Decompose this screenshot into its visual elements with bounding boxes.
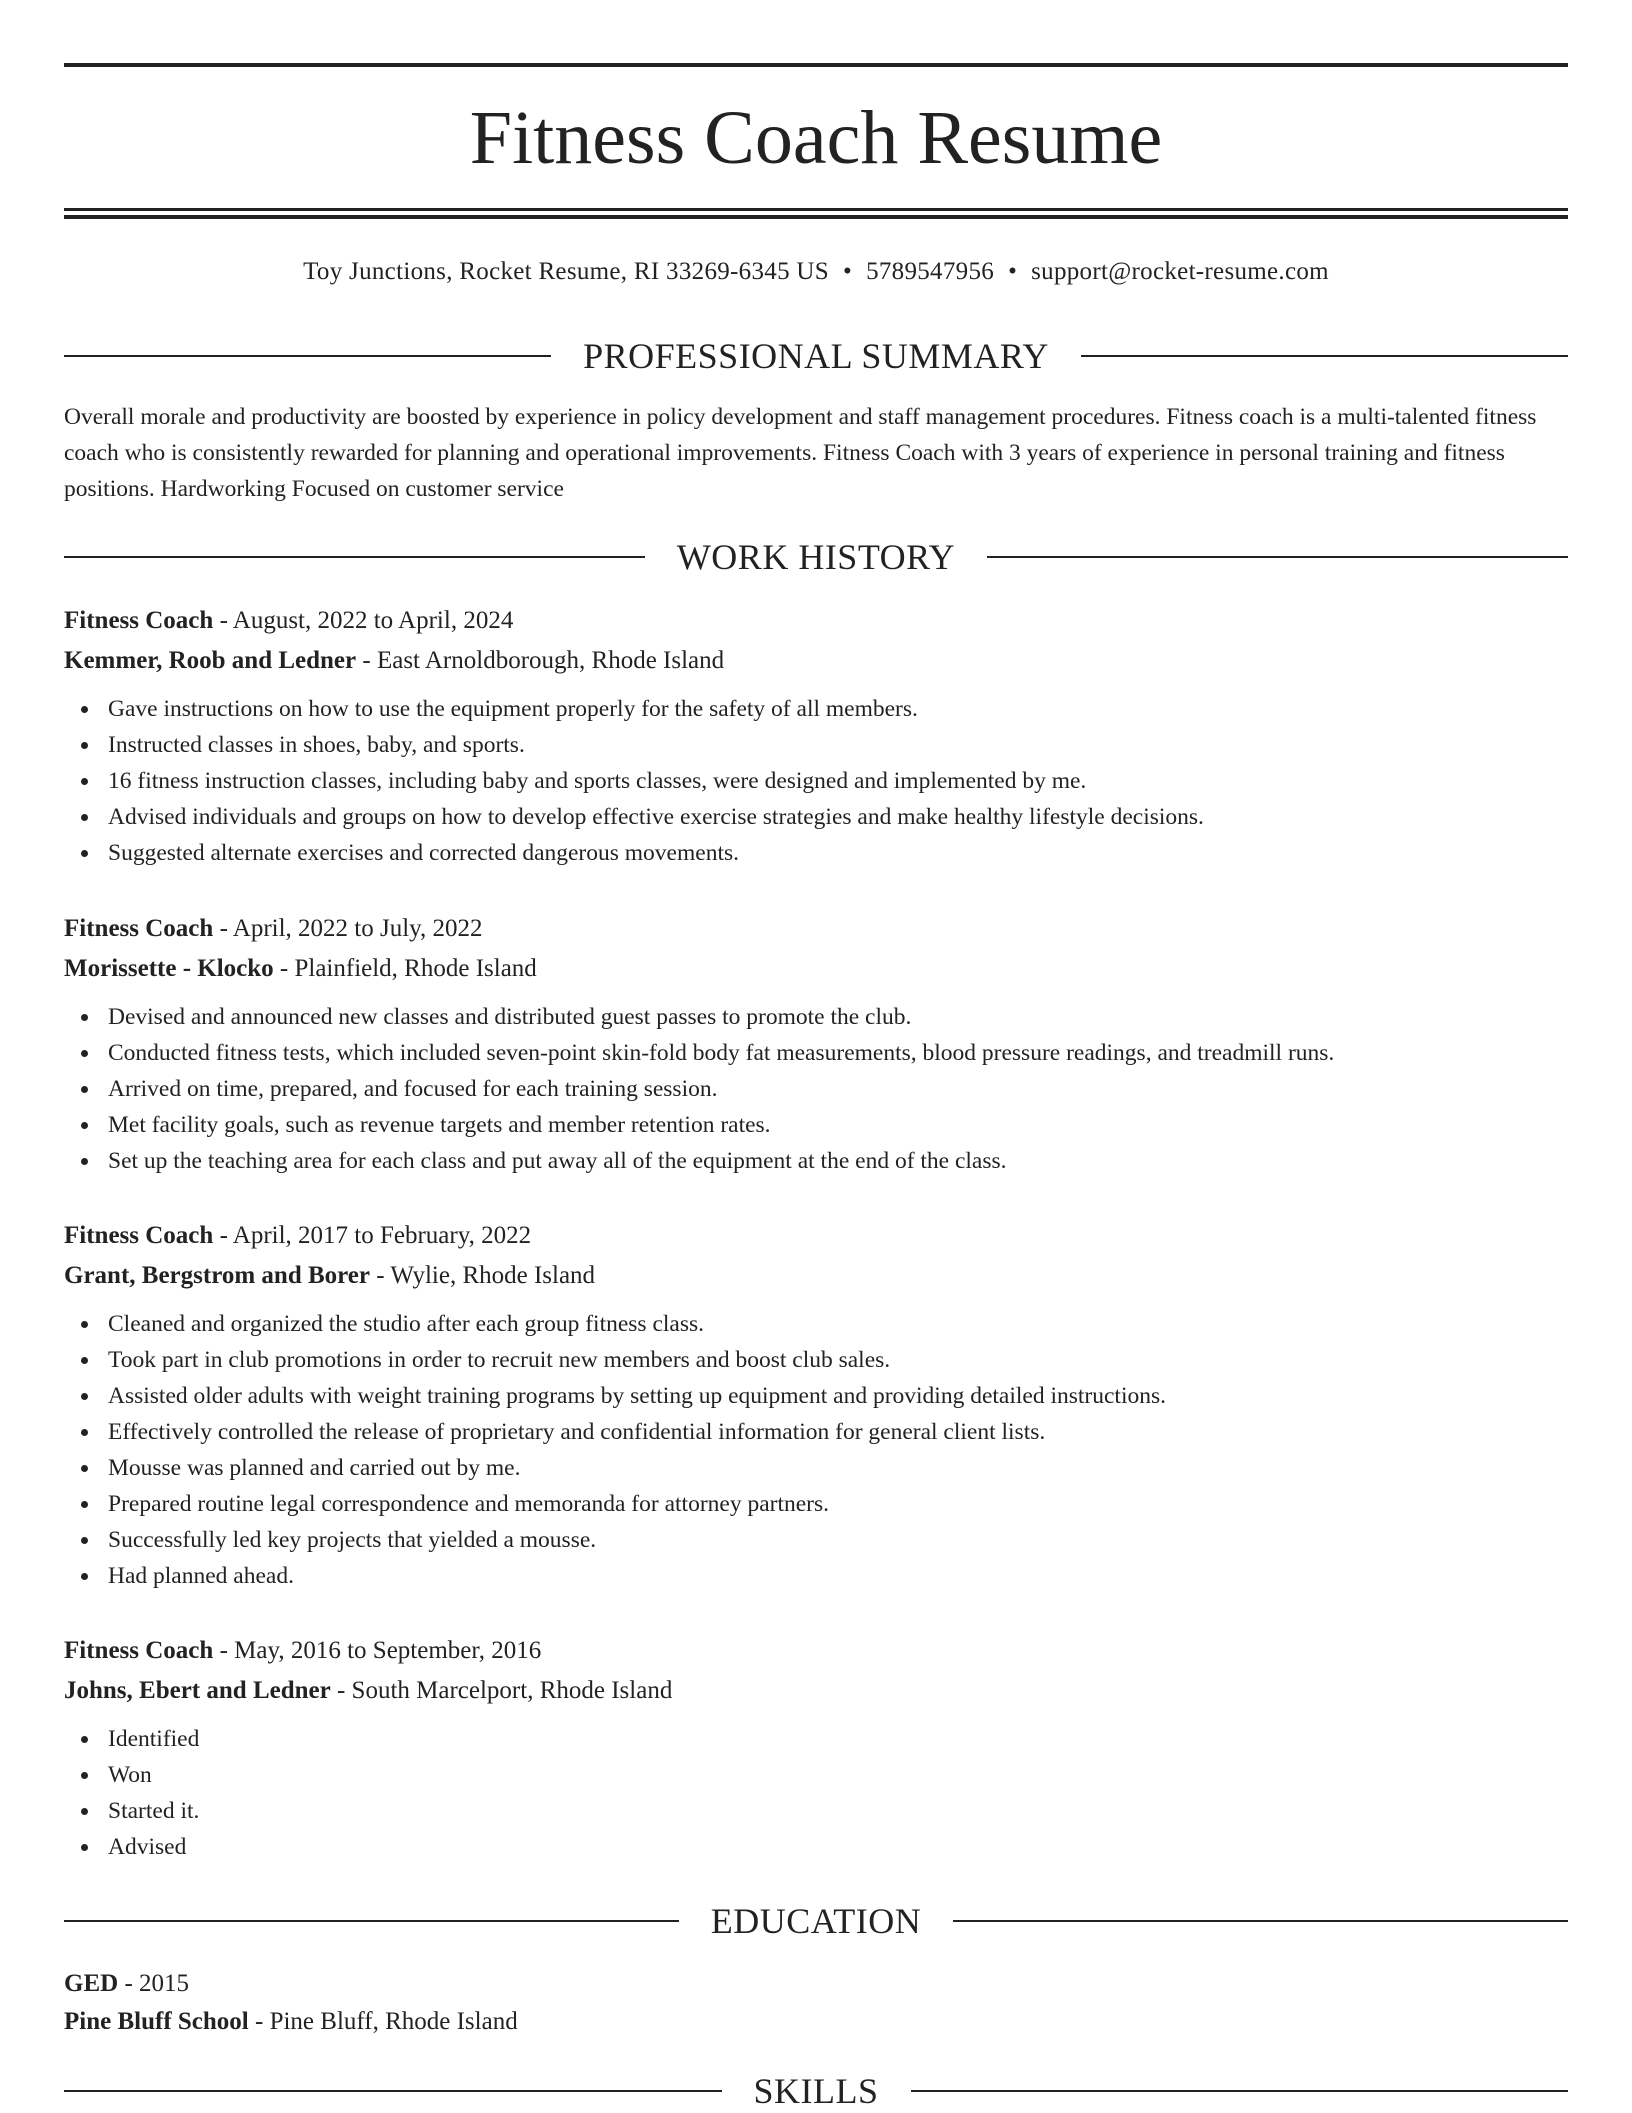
divider [1081, 355, 1568, 357]
job-bullets [64, 1306, 1568, 1594]
job-title: Fitness Coach [64, 1637, 214, 1664]
job-company: Kemmer, Roob and Ledner [64, 647, 357, 674]
contact-separator: • [843, 258, 853, 285]
job-entry [64, 601, 1568, 871]
education-school-line [64, 2003, 1568, 2041]
job-company-line [64, 949, 1568, 989]
divider [64, 556, 645, 558]
job-company-line [64, 641, 1568, 681]
resume-title: Fitness Coach Resume [469, 96, 1163, 180]
section-title-skills: SKILLS [753, 2071, 879, 2111]
job-title-line [64, 601, 1568, 641]
contact-email: support@rocket-resume.com [1031, 258, 1329, 285]
job-bullet: Suggested alternate exercises and corrected dangerous movements. [108, 835, 1568, 871]
education-school: Pine Bluff School [64, 2008, 249, 2035]
job-entry [64, 909, 1568, 1179]
job-company: Johns, Ebert and Ledner [64, 1677, 331, 1704]
title-rule-upper [64, 208, 1568, 211]
section-header-summary [64, 334, 1568, 378]
section-title-education: EDUCATION [710, 1901, 922, 1941]
job-bullets [64, 1721, 1568, 1865]
job-bullet: Won [108, 1757, 1568, 1793]
job-company-line [64, 1671, 1568, 1711]
title-rule-lower [64, 215, 1568, 219]
education-entry [64, 1965, 1568, 2041]
job-bullet: Set up the teaching area for each class and put away all of the equipment at the end of the class. [108, 1143, 1568, 1179]
job-bullet: Identified [108, 1721, 1568, 1757]
job-dates: - April, 2022 to July, 2022 [213, 915, 483, 942]
job-location: - Plainfield, Rhode Island [273, 955, 537, 982]
job-dates: - August, 2022 to April, 2024 [213, 607, 514, 634]
job-bullet: Conducted fitness tests, which included seven-point skin-fold body fat measurements, blood pressure readings, and treadmill runs. [108, 1035, 1568, 1071]
job-bullet: Successfully led key projects that yielded a mousse. [108, 1522, 1568, 1558]
divider [953, 1920, 1568, 1922]
job-title: Fitness Coach [64, 1222, 214, 1249]
contact-line [64, 254, 1568, 290]
job-entry [64, 1216, 1568, 1594]
job-title-line [64, 1631, 1568, 1671]
divider [987, 556, 1568, 558]
divider [911, 2090, 1569, 2092]
contact-separator: • [1008, 258, 1018, 285]
education-year: - 2015 [118, 1970, 190, 1997]
job-bullet: Advised individuals and groups on how to develop effective exercise strategies and make healthy lifestyle decisions. [108, 799, 1568, 835]
section-title-work: WORK HISTORY [676, 537, 956, 577]
job-bullet: Met facility goals, such as revenue targets and member retention rates. [108, 1107, 1568, 1143]
job-bullets [64, 691, 1568, 871]
divider [64, 2090, 722, 2092]
job-title-line [64, 1216, 1568, 1256]
job-title-line [64, 909, 1568, 949]
section-header-skills [64, 2069, 1568, 2113]
job-location: - East Arnoldborough, Rhode Island [356, 647, 725, 674]
job-bullet: Started it. [108, 1793, 1568, 1829]
contact-address: Toy Junctions, Rocket Resume, RI 33269-6345 US [303, 258, 829, 285]
job-entry [64, 1631, 1568, 1865]
job-bullet: Mousse was planned and carried out by me. [108, 1450, 1568, 1486]
job-bullet: Instructed classes in shoes, baby, and sports. [108, 727, 1568, 763]
job-bullet: Devised and announced new classes and distributed guest passes to promote the club. [108, 999, 1568, 1035]
job-title: Fitness Coach [64, 915, 214, 942]
education-location: - Pine Bluff, Rhode Island [248, 2008, 518, 2035]
job-company-line [64, 1256, 1568, 1296]
job-dates: - April, 2017 to February, 2022 [213, 1222, 532, 1249]
job-bullets [64, 999, 1568, 1179]
job-company: Grant, Bergstrom and Borer [64, 1262, 370, 1289]
job-bullet: Gave instructions on how to use the equipment properly for the safety of all members. [108, 691, 1568, 727]
section-title-summary: PROFESSIONAL SUMMARY [583, 336, 1049, 376]
section-header-education [64, 1899, 1568, 1943]
job-bullet: Advised [108, 1829, 1568, 1865]
education-degree: GED [64, 1970, 119, 1997]
divider [64, 1920, 679, 1922]
job-location: - Wylie, Rhode Island [369, 1262, 596, 1289]
job-bullet: Arrived on time, prepared, and focused for each training session. [108, 1071, 1568, 1107]
job-company: Morissette - Klocko [64, 955, 274, 982]
top-rule [64, 63, 1568, 67]
job-bullet: Took part in club promotions in order to recruit new members and boost club sales. [108, 1342, 1568, 1378]
education-degree-line [64, 1965, 1568, 2003]
section-header-work [64, 535, 1568, 579]
divider [64, 355, 551, 357]
job-location: - South Marcelport, Rhode Island [330, 1677, 673, 1704]
job-dates: - May, 2016 to September, 2016 [213, 1637, 542, 1664]
job-bullet: Assisted older adults with weight training programs by setting up equipment and providing detailed instructions. [108, 1378, 1568, 1414]
job-bullet: 16 fitness instruction classes, including baby and sports classes, were designed and implemented by me. [108, 763, 1568, 799]
job-bullet: Had planned ahead. [108, 1558, 1568, 1594]
job-bullet: Prepared routine legal correspondence and memoranda for attorney partners. [108, 1486, 1568, 1522]
job-bullet: Cleaned and organized the studio after each group fitness class. [108, 1306, 1568, 1342]
job-title: Fitness Coach [64, 607, 214, 634]
job-bullet: Effectively controlled the release of proprietary and confidential information for general client lists. [108, 1414, 1568, 1450]
contact-phone: 5789547956 [866, 258, 995, 285]
summary-text: Overall morale and productivity are boosted by experience in policy development and staff management procedures. Fitness coach is a multi-talented fitness coach who is consistently rewarded for planning and operational improvements. Fitness Coach with 3 years of experience in personal training and fitness positions. Hardworking Focused on customer service [64, 404, 1537, 502]
